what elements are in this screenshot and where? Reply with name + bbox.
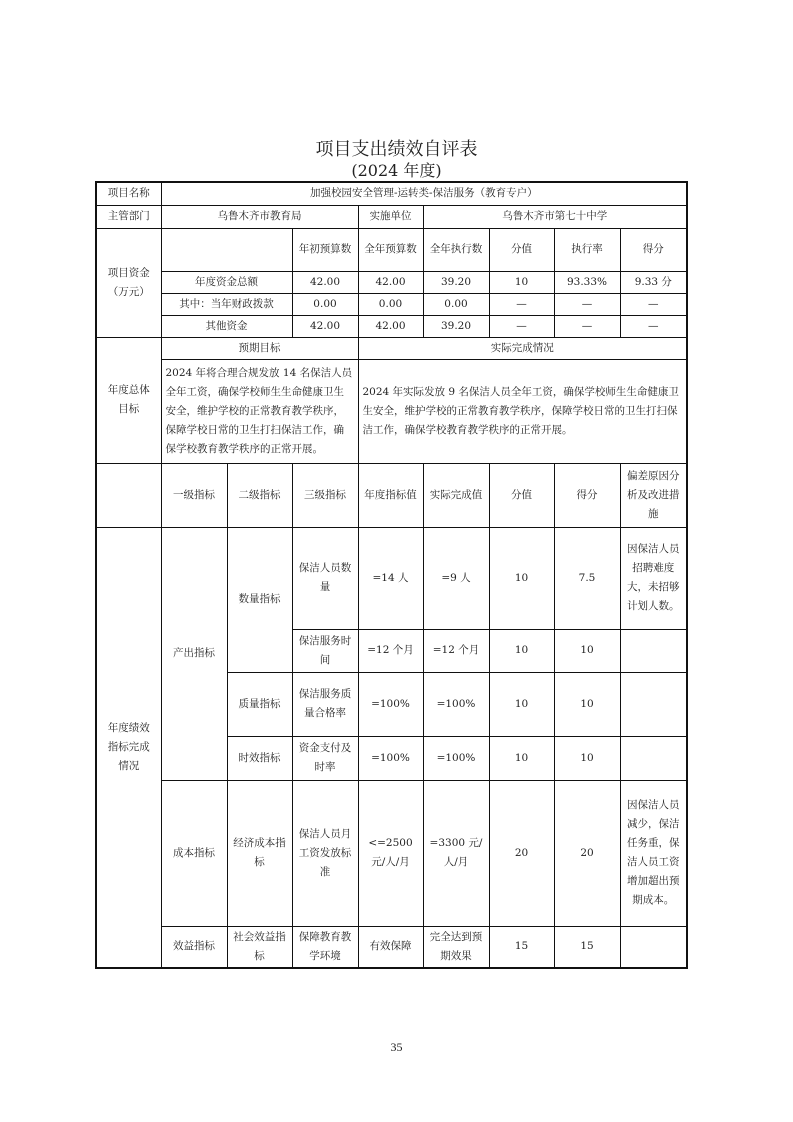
level3: 资金支付及时率 xyxy=(292,736,358,780)
department-row xyxy=(96,205,687,228)
level3: 保洁人员数量 xyxy=(292,527,358,629)
score-value: 20 xyxy=(489,780,554,926)
funds-header: 执行率 xyxy=(554,228,620,271)
indicator-header: 三级指标 xyxy=(292,463,358,527)
actual-result-text: 2024 年实际发放 9 名保洁人员全年工资，确保学校师生生命健康卫生安全，维护学校的正常教育教学秩序，保障学校日常的卫生打扫保洁工作，确保学校教育教学秩序的正常开展。 xyxy=(358,359,687,463)
project-name-row xyxy=(96,182,687,205)
indicators-header-row xyxy=(96,463,687,527)
score-value: 10 xyxy=(489,672,554,736)
actual-value: =12 个月 xyxy=(423,629,489,672)
page-number: 35 xyxy=(390,1040,403,1054)
score-value: 10 xyxy=(489,736,554,780)
goals-label-line2: 目标 xyxy=(118,403,140,415)
goals-label-line1: 年度总体 xyxy=(107,384,150,396)
actual-result-header: 实际完成情况 xyxy=(358,337,687,359)
goals-header-row xyxy=(96,337,687,359)
indicator-row xyxy=(96,926,687,968)
goals-label xyxy=(96,337,161,463)
indicator-header: 一级指标 xyxy=(161,463,227,527)
target-value: =100% xyxy=(358,672,423,736)
level3: 保障教育教学环境 xyxy=(292,926,358,968)
level3: 保洁人员月工资发放标准 xyxy=(292,780,358,926)
funds-cell: 42.00 xyxy=(292,315,358,337)
funds-row xyxy=(96,293,687,315)
expected-goal-text: 2024 年将合理合规发放 14 名保洁人员全年工资，确保学校师生生命健康卫生安全，维护学校的正常教育教学秩序，保障学校日常的卫生打扫保洁工作，确保学校教育教学秩序的正常开展。 xyxy=(161,359,358,463)
funds-header-row xyxy=(96,228,687,271)
score-value: 10 xyxy=(489,629,554,672)
score-value: 15 xyxy=(489,926,554,968)
deviation-reason xyxy=(620,736,687,780)
unit-value: 乌鲁木齐市第七十中学 xyxy=(423,205,687,228)
funds-cell: 0.00 xyxy=(292,293,358,315)
funds-label-line2: （万元） xyxy=(107,285,150,298)
funds-cell: — xyxy=(620,293,687,315)
actual-value: =100% xyxy=(423,736,489,780)
score: 10 xyxy=(554,672,620,736)
project-name-label: 项目名称 xyxy=(96,182,161,205)
level1-benefit: 效益指标 xyxy=(161,926,227,968)
funds-cell: — xyxy=(489,293,554,315)
level1-cost: 成本指标 xyxy=(161,780,227,926)
deviation-reason xyxy=(620,926,687,968)
deviation-reason xyxy=(620,672,687,736)
level3: 保洁服务时间 xyxy=(292,629,358,672)
funds-label-line1: 项目资金 xyxy=(107,266,150,279)
funds-row xyxy=(96,271,687,293)
level2-quality: 质量指标 xyxy=(227,672,292,736)
funds-header: 全年执行数 xyxy=(423,228,489,271)
actual-value: =3300 元/人/月 xyxy=(423,780,489,926)
level2-social-benefit: 社会效益指标 xyxy=(227,926,292,968)
deviation-reason: 因保洁人员招聘难度大，未招够计划人数。 xyxy=(620,527,687,629)
indicator-row xyxy=(96,780,687,926)
page-title: 项目支出绩效自评表 xyxy=(315,139,478,160)
dept-value: 乌鲁木齐市教育局 xyxy=(161,205,358,228)
funds-header-blank xyxy=(161,228,292,271)
score: 10 xyxy=(554,629,620,672)
funds-label xyxy=(96,228,161,337)
level2-quantity: 数量指标 xyxy=(227,527,292,672)
funds-cell: 42.00 xyxy=(292,271,358,293)
indicator-row xyxy=(96,527,687,629)
actual-value: =100% xyxy=(423,672,489,736)
funds-cell: 10 xyxy=(489,271,554,293)
indicator-header: 年度指标值 xyxy=(358,463,423,527)
self-evaluation-table xyxy=(95,181,688,969)
level3: 保洁服务质量合格率 xyxy=(292,672,358,736)
target-value: =14 人 xyxy=(358,527,423,629)
funds-header: 分值 xyxy=(489,228,554,271)
target-value: <=2500 元/人/月 xyxy=(358,780,423,926)
deviation-reason xyxy=(620,629,687,672)
target-value: =12 个月 xyxy=(358,629,423,672)
indicators-section-label: 年度绩效指标完成情况 xyxy=(96,527,161,968)
score: 10 xyxy=(554,736,620,780)
funds-cell: — xyxy=(554,293,620,315)
funds-row-name: 年度资金总额 xyxy=(161,271,292,293)
funds-cell: 42.00 xyxy=(358,315,423,337)
funds-cell: 42.00 xyxy=(358,271,423,293)
funds-row-name: 其中：当年财政拨款 xyxy=(161,293,292,315)
actual-value: =9 人 xyxy=(423,527,489,629)
level2-economic-cost: 经济成本指标 xyxy=(227,780,292,926)
funds-row xyxy=(96,315,687,337)
score-value: 10 xyxy=(489,527,554,629)
indicator-header: 分值 xyxy=(489,463,554,527)
funds-cell: 39.20 xyxy=(423,315,489,337)
funds-cell: 0.00 xyxy=(423,293,489,315)
level1-output: 产出指标 xyxy=(161,527,227,780)
funds-header: 全年预算数 xyxy=(358,228,423,271)
level2-timeliness: 时效指标 xyxy=(227,736,292,780)
funds-cell: 0.00 xyxy=(358,293,423,315)
funds-header: 得分 xyxy=(620,228,687,271)
score: 7.5 xyxy=(554,527,620,629)
indicators-header-blank xyxy=(96,463,161,527)
indicator-header: 二级指标 xyxy=(227,463,292,527)
funds-row-name: 其他资金 xyxy=(161,315,292,337)
indicator-header: 得分 xyxy=(554,463,620,527)
goals-text-row xyxy=(96,359,687,463)
funds-cell: — xyxy=(489,315,554,337)
target-value: 有效保障 xyxy=(358,926,423,968)
funds-cell: 39.20 xyxy=(423,271,489,293)
dept-label: 主管部门 xyxy=(96,205,161,228)
score: 15 xyxy=(554,926,620,968)
funds-cell: — xyxy=(620,315,687,337)
funds-cell: — xyxy=(554,315,620,337)
target-value: =100% xyxy=(358,736,423,780)
actual-value: 完全达到预期效果 xyxy=(423,926,489,968)
funds-header: 年初预算数 xyxy=(292,228,358,271)
funds-cell: 9.33 分 xyxy=(620,271,687,293)
indicator-header: 实际完成值 xyxy=(423,463,489,527)
score: 20 xyxy=(554,780,620,926)
project-name-value: 加强校园安全管理-运转类-保洁服务（教育专户） xyxy=(161,182,687,205)
unit-label: 实施单位 xyxy=(358,205,423,228)
expected-goal-header: 预期目标 xyxy=(161,337,358,359)
deviation-reason: 因保洁人员减少，保洁任务重，保洁人员工资增加超出预期成本。 xyxy=(620,780,687,926)
funds-cell: 93.33% xyxy=(554,271,620,293)
page-subtitle: (2024 年度) xyxy=(351,161,442,180)
indicator-header: 偏差原因分析及改进措施 xyxy=(620,463,687,527)
